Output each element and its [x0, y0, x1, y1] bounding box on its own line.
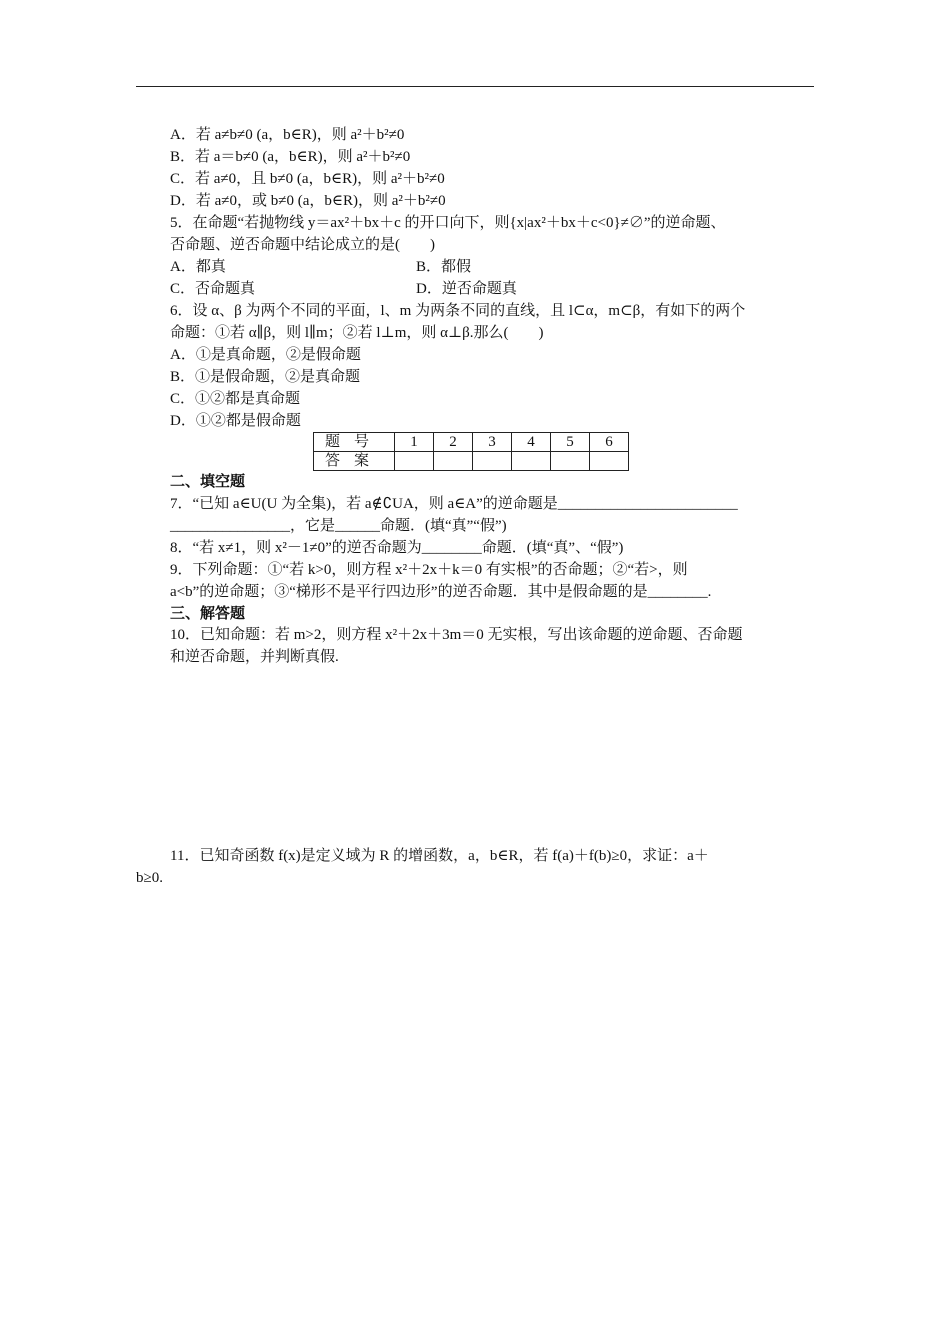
- q5-option-a: A．都真: [170, 259, 226, 275]
- q10-stem-line2: 和逆否命题，并判断真假.: [170, 649, 339, 665]
- answer-cell[interactable]: [473, 452, 512, 471]
- q11-block: [136, 845, 816, 889]
- answer-table: [313, 432, 629, 471]
- answer-cell[interactable]: [512, 452, 551, 471]
- q5-option-b: B．都假: [416, 259, 472, 275]
- q5-options-row1: [170, 256, 815, 278]
- q7-stem-line1: 7．“已知 a∈U(U 为全集)，若 a∉∁UA，则 a∈A”的逆命题是________________________: [170, 496, 738, 512]
- q5-stem-line1: 5．在命题“若抛物线 y＝ax²＋bx＋c 的开口向下，则{x|ax²＋bx＋c<0}≠∅”的逆命题、: [170, 215, 726, 231]
- q5-options-row2: [170, 278, 815, 300]
- q4-option-b: B．若 a＝b≠0 (a，b∈R)，则 a²＋b²≠0: [170, 149, 411, 165]
- answer-table-answer-label: 答案: [314, 452, 395, 471]
- q11-stem-line1: 11．已知奇函数 f(x)是定义域为 R 的增函数，a，b∈R，若 f(a)＋f(b)≥0，求证：a＋: [170, 848, 709, 864]
- answer-cell[interactable]: [590, 452, 629, 471]
- q4-option-a: A．若 a≠b≠0 (a，b∈R)，则 a²＋b²≠0: [170, 127, 405, 143]
- answer-cell[interactable]: [395, 452, 434, 471]
- answer-table-number: 2: [434, 433, 473, 452]
- q7-stem-line2: ________________，它是______命题．(填“真”“假”): [170, 518, 507, 534]
- section-fill-in-title: 二、填空题: [170, 474, 246, 490]
- q9-stem-line1: 9．下列命题：①“若 k>0，则方程 x²＋2x＋k＝0 有实根”的否命题；②“若>，则: [170, 562, 688, 578]
- answer-table-number-label: 题号: [314, 433, 395, 452]
- q6-option-b: B．①是假命题，②是真命题: [170, 369, 361, 385]
- answer-table-row-numbers: [314, 433, 629, 452]
- q10-block: [170, 624, 815, 668]
- q8-stem: 8．“若 x≠1，则 x²－1≠0”的逆否命题为________命题．(填“真”、“假”): [170, 540, 624, 556]
- q4-option-c: C．若 a≠0，且 b≠0 (a，b∈R)，则 a²＋b²≠0: [170, 171, 445, 187]
- answer-cell[interactable]: [551, 452, 590, 471]
- q6-option-a: A．①是真命题，②是假命题: [170, 347, 361, 363]
- question-content: [170, 124, 815, 625]
- answer-table-number: 3: [473, 433, 512, 452]
- answer-table-number: 4: [512, 433, 551, 452]
- q6-stem-line1: 6．设 α、β 为两个不同的平面，l、m 为两条不同的直线，且 l⊂α，m⊂β，有如下的两个: [170, 303, 746, 319]
- q4-option-d: D．若 a≠0，或 b≠0 (a，b∈R)，则 a²＋b²≠0: [170, 193, 446, 209]
- header-rule: [136, 86, 814, 87]
- answer-table-number: 6: [590, 433, 629, 452]
- q10-stem-line1: 10．已知命题：若 m>2，则方程 x²＋2x＋3m＝0 无实根，写出该命题的逆命题、否命题: [170, 627, 743, 643]
- answer-table-number: 5: [551, 433, 590, 452]
- q5-stem-line2: 否命题、逆否命题中结论成立的是( ): [170, 237, 435, 253]
- answer-cell[interactable]: [434, 452, 473, 471]
- answer-table-number: 1: [395, 433, 434, 452]
- q11-stem-line2: b≥0.: [136, 870, 163, 886]
- q5-option-d: D．逆否命题真: [416, 281, 517, 297]
- q6-option-c: C．①②都是真命题: [170, 391, 301, 407]
- q9-stem-line2: a<b”的逆命题；③“梯形不是平行四边形”的逆否命题．其中是假命题的是________.: [170, 584, 712, 600]
- section-answer-title: 三、解答题: [170, 606, 246, 622]
- q6-stem-line2: 命题：①若 α∥β，则 l∥m；②若 l⊥m，则 α⊥β.那么( ): [170, 325, 544, 341]
- q5-option-c: C．否命题真: [170, 281, 256, 297]
- q6-option-d: D．①②都是假命题: [170, 413, 301, 429]
- answer-table-row-answers: [314, 452, 629, 471]
